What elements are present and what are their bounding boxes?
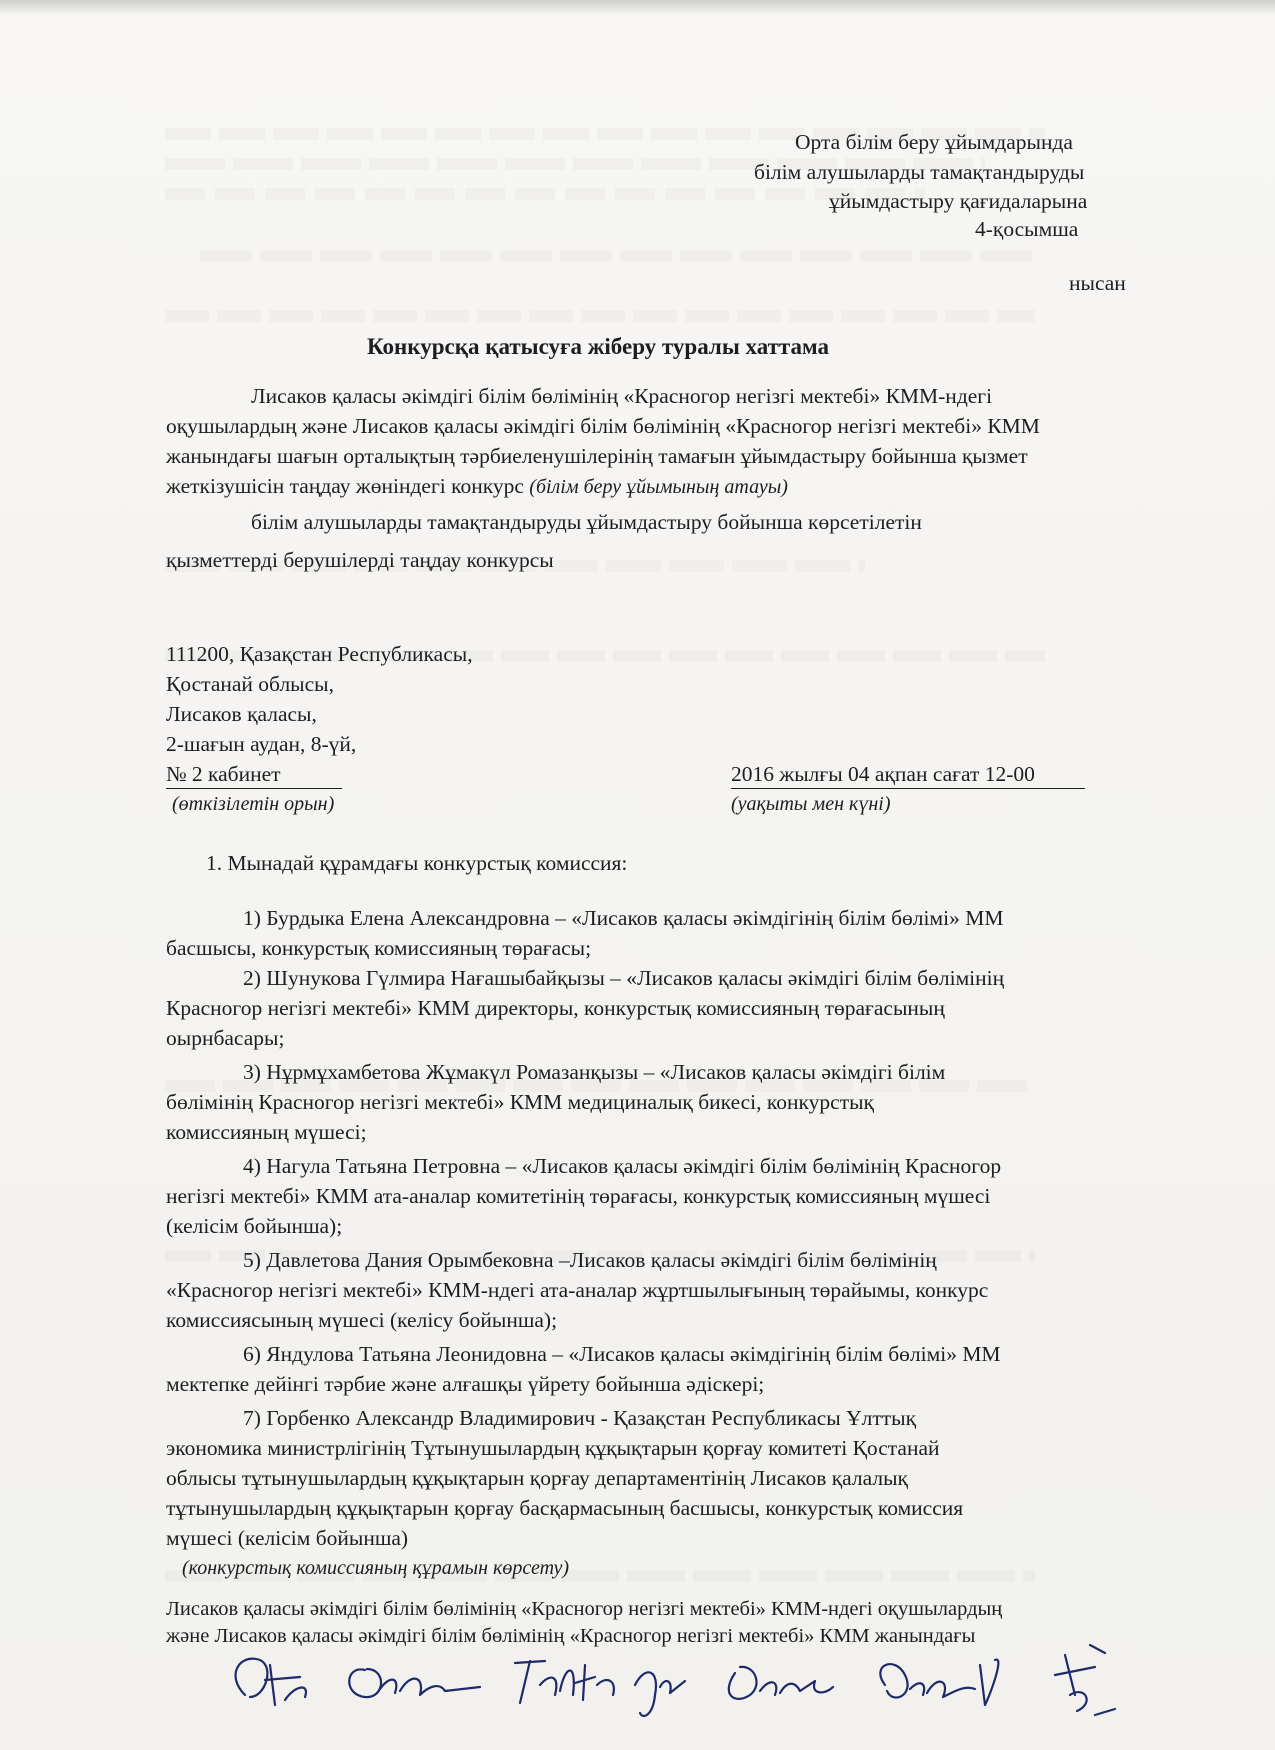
intro-line-4-text: жеткізушісін таңдау жөніндегі конкурс (166, 474, 530, 498)
address-line-4: 2-шағын аудан, 8-үй, (166, 732, 357, 756)
closing-line-1: Лисаков қаласы әкімдігі білім бөлімінің «Красногор негізгі мектебі» КММ-ндегі оқушылардың (166, 1598, 1003, 1620)
member-7-line-1: 7) Горбенко Александр Владимирович - Қазақстан Республикасы Ұлттық (243, 1406, 917, 1430)
member-5-line-1: 5) Давлетова Дания Орымбековна –Лисаков қаласы әкімдігі білім бөлімінің (243, 1248, 937, 1272)
member-5-line-3: комиссиясының мүшесі (келісу бойынша); (166, 1308, 558, 1332)
member-2-line-2: Красногор негізгі мектебі» КММ директоры, конкурстық комиссияның төрағасының (166, 996, 945, 1020)
address-line-2: Қостанай облысы, (166, 672, 334, 696)
venue-room: № 2 кабинет (166, 760, 342, 789)
member-6-line-1: 6) Яндулова Татьяна Леонидовна – «Лисаков қаласы әкімдігінің білім бөлімі» ММ (243, 1342, 1001, 1366)
member-4-line-1: 4) Нагула Татьяна Петровна – «Лисаков қаласы әкімдігі білім бөлімінің Красногор (243, 1154, 1002, 1178)
signature-3 (515, 1661, 614, 1703)
intro-line-6: қызметтерді берушілерді таңдау конкурсы (166, 548, 554, 572)
commission-heading: 1. Мынадай құрамдағы конкурстық комиссия: (206, 851, 628, 875)
commission-caption: (конкурстық комиссияның құрамын көрсету) (182, 1557, 570, 1579)
member-2-line-1: 2) Шунукова Гүлмира Нағашыбайқызы – «Лисаков қаласы әкімдігі білім бөлімінің (243, 966, 1005, 990)
signature-5 (729, 1667, 833, 1699)
member-7-line-3: облысы тұтынушылардың құқықтарын қорғау департаментінің Лисаков қалалық (166, 1466, 908, 1490)
signatures-drawing (215, 1625, 1175, 1735)
member-7-line-4: тұтынушылардың құқықтарын қорғау басқармасының басшысы, конкурстық комиссия (166, 1496, 964, 1520)
signature-6 (880, 1660, 998, 1705)
member-3-line-1: 3) Нұрмұхамбетова Жұмакүл Ромазанқызы – «Лисаков қаласы әкімдігі білім (243, 1060, 946, 1084)
intro-line-1: Лисаков қаласы әкімдігі білім бөлімінің «Красногор негізгі мектебі» КММ-ндегі (251, 384, 993, 408)
member-4-line-3: (келісім бойынша); (166, 1214, 343, 1238)
signature-7 (1055, 1645, 1115, 1715)
org-name-caption: (білім беру ұйымының атауы) (529, 476, 788, 498)
header-line-3: ұйымдастыру қағидаларына (829, 189, 1088, 213)
member-4-line-2: негізгі мектебі» КММ ата-аналар комитетінің төрағасы, конкурстық комиссияның мүшесі (166, 1184, 991, 1208)
document-title: Конкурсқа қатысуға жіберу туралы хаттама (367, 334, 830, 359)
member-3-line-2: бөлімінің Красногор негізгі мектебі» КММ медициналық бикесі, конкурстық (166, 1090, 874, 1114)
header-line-2: білім алушыларды тамақтандыруды (754, 160, 1085, 184)
member-2-line-3: оырнбасары; (166, 1026, 285, 1050)
member-3-line-3: комиссияның мүшесі; (166, 1120, 367, 1144)
address-line-3: Лисаков қаласы, (166, 702, 317, 726)
datetime-caption: (уақыты мен күні) (731, 793, 891, 815)
member-7-line-5: мүшесі (келісім бойынша) (166, 1526, 409, 1550)
signature-2 (349, 1669, 480, 1697)
member-1-line-1: 1) Бурдыка Елена Александровна – «Лисаков қаласы әкімдігінің білім бөлімі» ММ (243, 906, 1004, 930)
intro-line-2: оқушылардың және Лисаков қаласы әкімдігі білім бөлімінің «Красногор негізгі мектебі» КММ (166, 414, 1040, 438)
meeting-datetime: 2016 жылғы 04 ақпан сағат 12-00 (731, 760, 1085, 789)
closing-line-2: және Лисаков қаласы әкімдігі білім бөлімінің «Красногор негізгі мектебі» КММ жанындағы (166, 1625, 976, 1647)
address-line-1: 111200, Қазақстан Республикасы, (166, 642, 473, 666)
intro-line-5: білім алушыларды тамақтандыруды ұйымдастыру бойынша көрсетілетін (251, 510, 922, 534)
member-5-line-2: «Красногор негізгі мектебі» КММ-ндегі ата-аналар жұртшылығының төрайымы, конкурс (166, 1278, 989, 1302)
header-line-1: Орта білім беру ұйымдарында (795, 130, 1073, 154)
member-6-line-2: мектепке дейінгі тәрбие және алғашқы үйрету бойынша әдіскері; (166, 1372, 765, 1396)
signature-4 (635, 1672, 685, 1716)
header-line-4: 4-қосымша (975, 217, 1079, 241)
signature-1 (236, 1659, 306, 1705)
venue-caption: (өткізілетін орын) (172, 793, 335, 815)
scan-top-edge (0, 0, 1275, 14)
signatures-row (215, 1625, 1175, 1735)
member-7-line-2: экономика министрлігінің Тұтынушылардың құқықтарын қорғау комитеті Қостанай (166, 1436, 940, 1460)
member-1-line-2: басшысы, конкурстық комиссияның төрағасы; (166, 936, 592, 960)
intro-line-4 (166, 472, 788, 501)
intro-line-3: жанындағы шағын орталықтың тәрбиеленушілерінің тамағын ұйымдастыру бойынша қызмет (166, 444, 1028, 468)
form-label: нысан (1069, 271, 1126, 295)
